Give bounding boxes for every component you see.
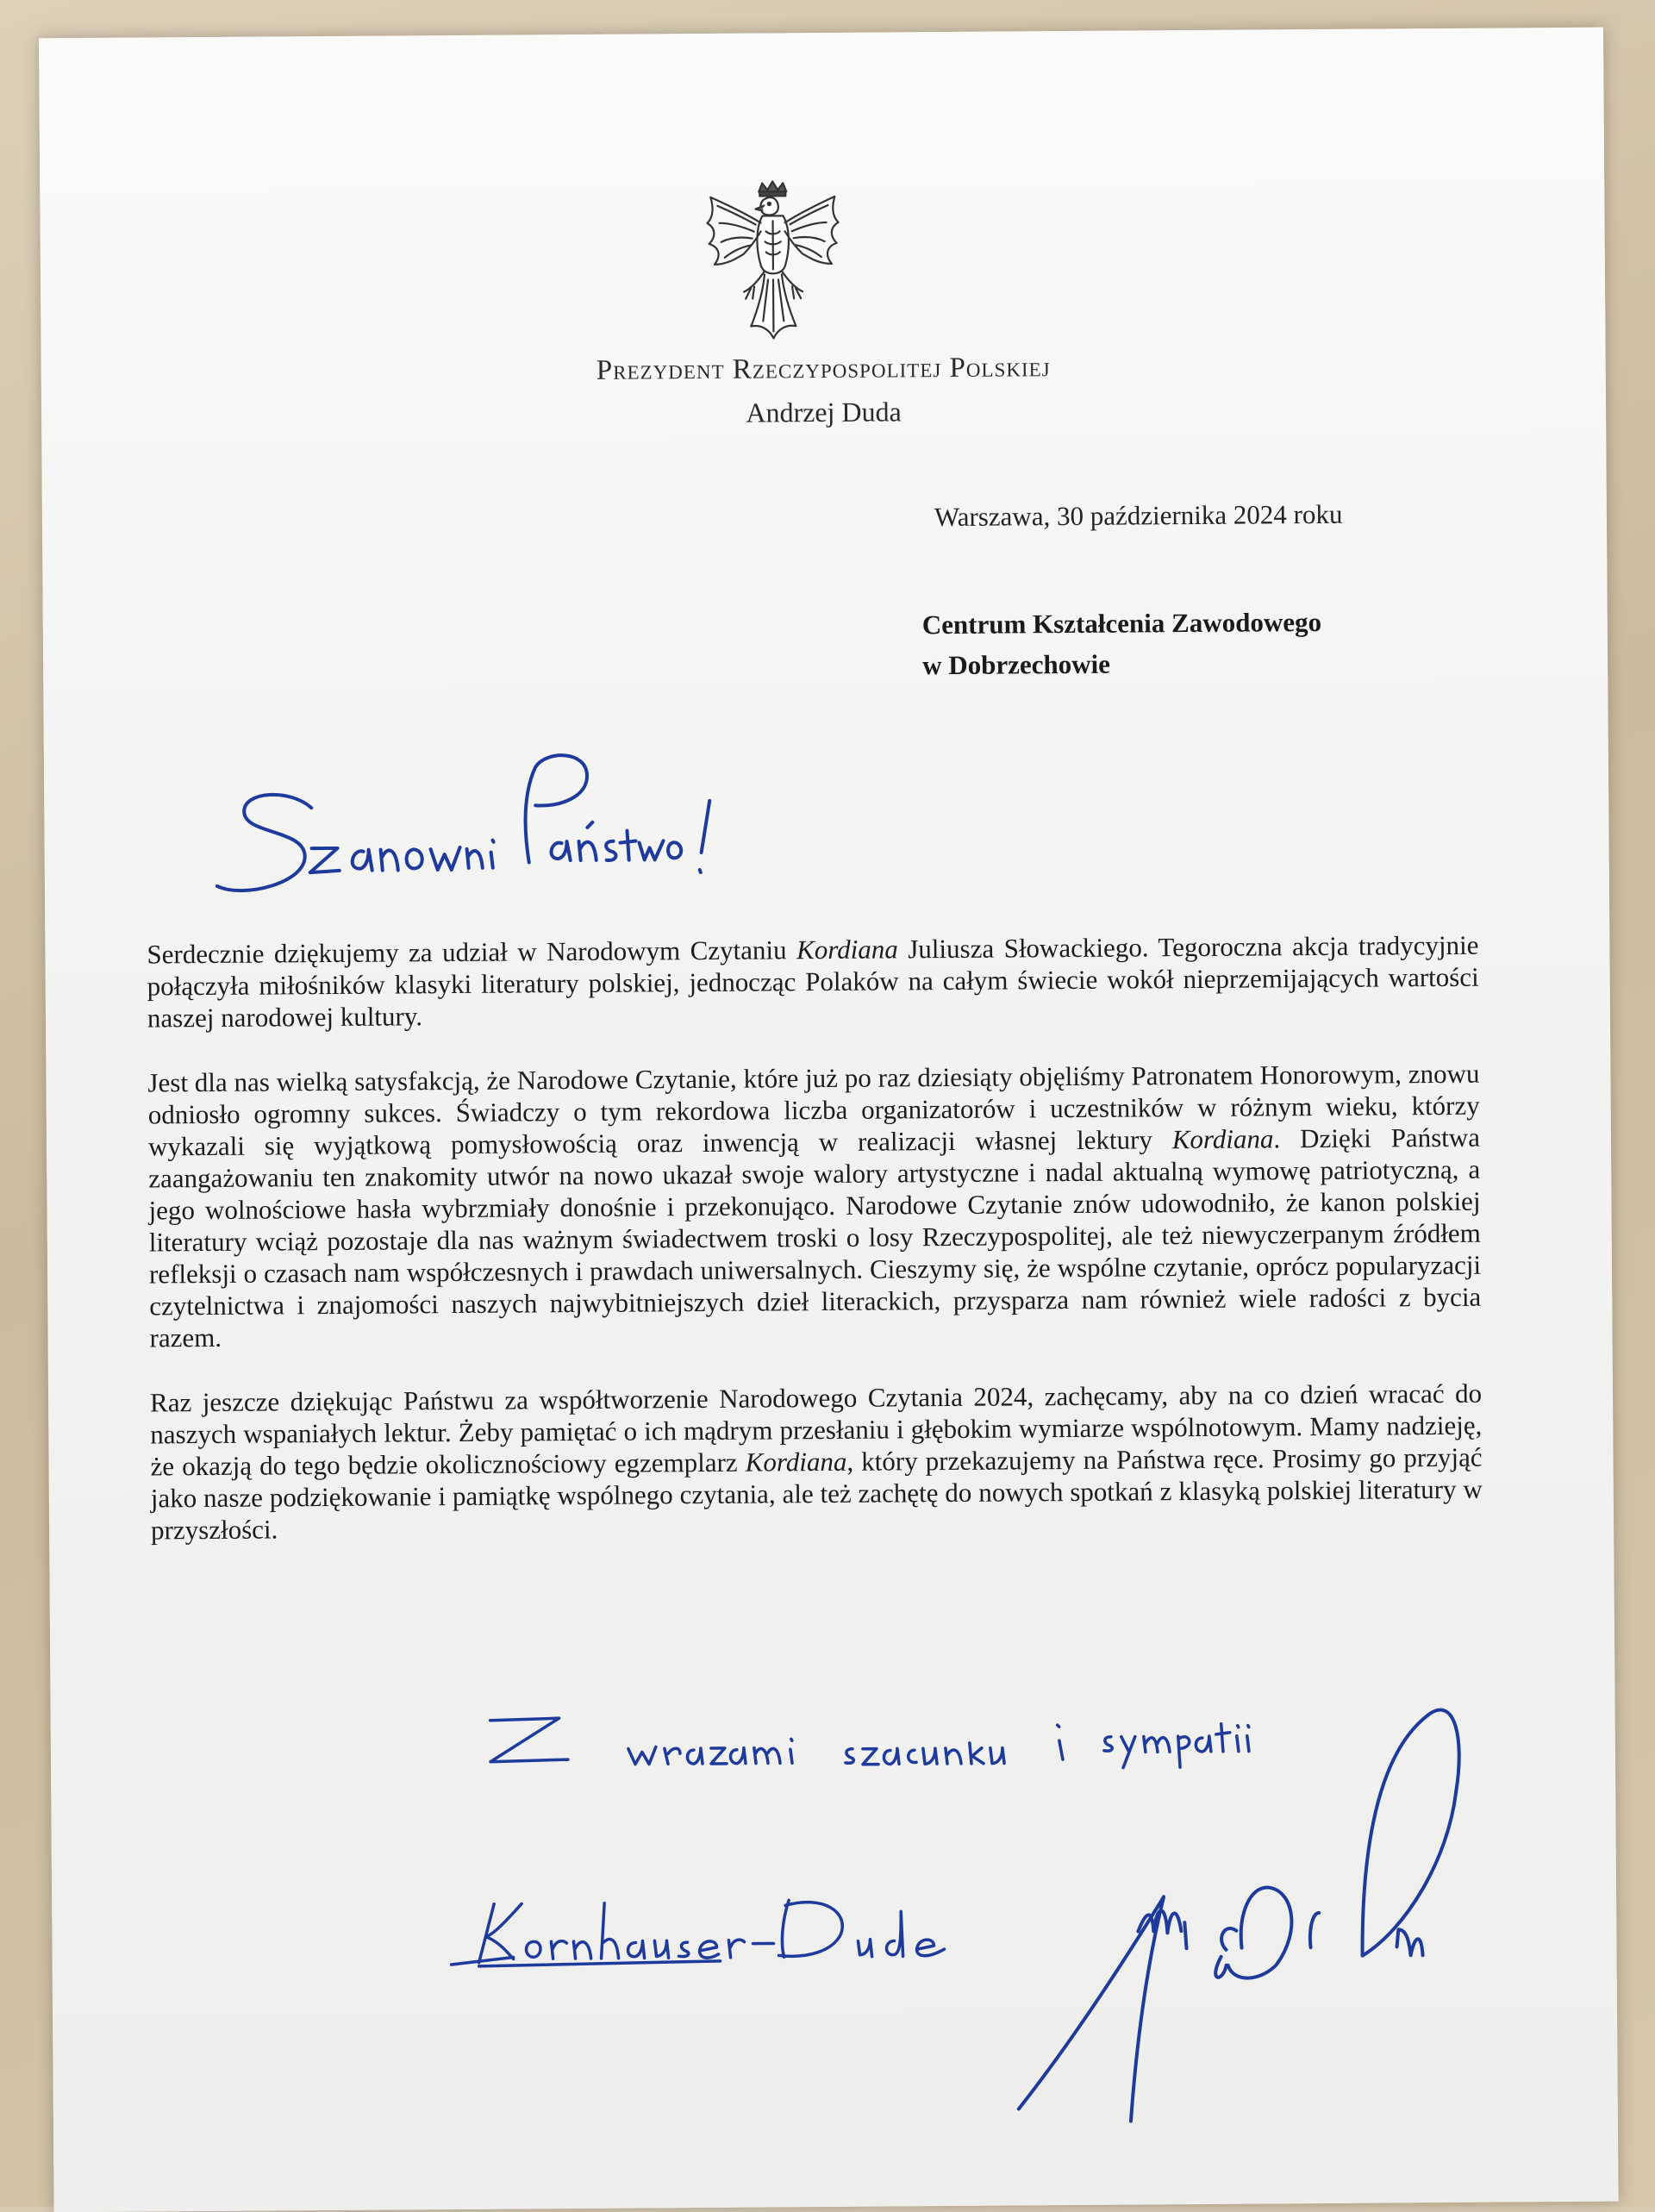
body-paragraph-3-part-b: , który przekazujemy na Państwa ręce. Prosimy go przyjąć jako nasze podziękowanie i pamiątkę wspólnego czytania, ale też zachętę do nowych spotkań z klasyką polskiej literatury w przyszłości. [150,1441,1483,1546]
body-paragraph-3 [150,1378,1483,1547]
body-paragraph-1-part-a: Serdecznie dziękujemy za udział w Narodowym Czytaniu [147,934,797,970]
body-paragraph-1-part-b: Juliusza Słowackiego. Tegoroczna akcja tradycyjnie połączyła miłośników klasyki literatury polskiej, jednocząc Polaków na całym świecie wokół nieprzemijających wartości naszej narodowej kultury. [147,929,1479,1034]
body-paragraph-2-part-b: . Dzięki Państwa zaangażowaniu ten znakomity utwór na nowo ukazał swoje walory artystyczne i nadal aktualną wymowę patriotyczną, a jego wolnościowe hasła wybrzmiały donośnie i przekonująco. Narodowe Czytanie znów udowodniło, że kanon polskiej literatury wciąż pozostaje dla nas ważnym świadectwem troski o losy Rzeczypospolitej, ale też niewyczerpanym źródłem refleksji o czasach nam współczesnych i prawdach uniwersalnych. Cieszymy się, że wspólne czytanie, oprócz popularyzacji czytelnictwa i znajomości naszych najwybitniejszych dzieł literackich, przysparza nam również wiele radości z bycia razem. [148,1122,1482,1353]
signature-andrzej-duda [998,1670,1519,2156]
letterhead-title: Prezydent Rzeczypospolitej Polskiej [596,352,1051,386]
body-paragraph-3-part-a: Raz jeszcze dziękując Państwu za współtworzenie Narodowego Czytania 2024, zachęcamy, aby na co dzień wracać do naszych wspaniałych lektur. Żeby pamiętać o ich mądrym przesłaniu i głębokim wymiarze wspólnotowym. Mamy nadzieję, że okazją do tego będzie okolicznościowy egzemplarz [149,1378,1483,1482]
body-paragraph-2 [147,1058,1481,1354]
recipient-line-1: Centrum Kształcenia Zawodowego [921,606,1322,640]
handwritten-salutation [208,740,760,916]
recipient-block [922,603,1322,685]
body-paragraph-3-title: Kordiana [745,1446,847,1478]
letter-date: Warszawa, 30 października 2024 roku [934,498,1343,533]
recipient-line-2: w Dobrzechowie [921,648,1111,680]
letterhead-name: Andrzej Duda [746,396,902,428]
body-paragraph-2-title: Kordiana [1171,1123,1274,1155]
body-paragraph-1 [147,929,1479,1034]
body-paragraph-2-part-a: Jest dla nas wielką satysfakcją, że Narodowe Czytanie, które już po raz dziesiąty objęliśmy Patronatem Honorowym, znowu odniosło ogromny sukces. Świadczy o tym rekordowa liczba organizatorów i uczestników w różnym wieku, którzy wykazali się wyjątkową pomysłowością oraz inwencją w realizacji własnej lektury [147,1058,1480,1162]
letter-sheet [39,28,1619,2212]
white-eagle-emblem-icon [695,179,851,344]
body-paragraph-1-title: Kordiana [796,934,898,965]
letter-body [147,929,1483,1579]
signature-kornhauser-duda [444,1859,962,1984]
